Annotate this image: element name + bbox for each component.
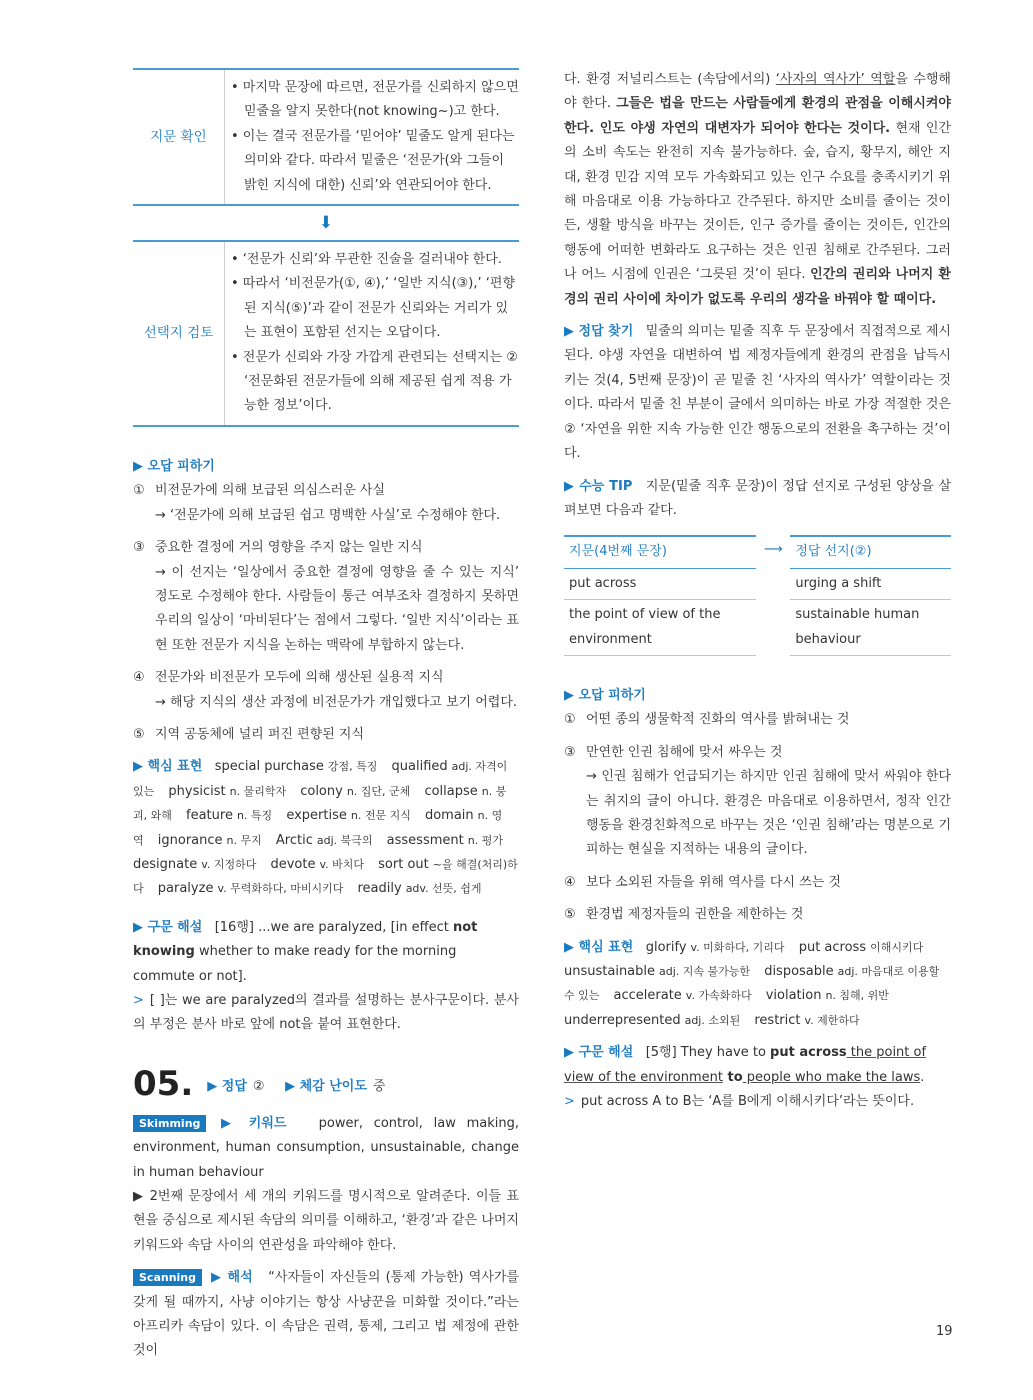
bold-phrase: 그들은 법을 만드는 사람들에게 환경의 관점을 이해시켜야 한다. 인도 야생 자연의 대변자가 되어야 한다는 것이다.	[564, 96, 951, 136]
comparison-cell-left: put across	[564, 569, 756, 600]
right-arrow-icon: ⟶	[764, 542, 783, 558]
vocab-item: expertise n. 전문 지식	[286, 808, 411, 824]
vocab-item: sort out ~을 해결(처리)하다	[133, 856, 518, 896]
syntax-text: [16행] ...we are paralyzed, [in effect	[214, 919, 453, 935]
vocab-item: assessment n. 평가	[386, 832, 503, 848]
comparison-table	[564, 535, 951, 656]
wrong-item	[133, 666, 519, 690]
key-expressions	[133, 755, 519, 901]
item-number: ①	[133, 483, 145, 499]
wrong-item-note: → 해당 지식의 생산 과정에 비전문가가 개입했다고 보기 어렵다.	[155, 694, 518, 710]
translation-continued: 다. 환경 저널리스트는 (속담에서의) ‘사자의 역사가’ 역할을 수행해야 한다. 그들은 법을 만드는 사람들에게 환경의 관점을 이해시켜야 한다. 인도 야생 자연의 대변자가 되어야 한다는 것이다. 현재 인간의 소비 속도는 완전히 지속 불가능하다. 숲, 습지, 황무지, 해안 지대, 환경 민감 지역 모두 가속화되고 있는 인구 수요를 충족시키기 위해 마음대로 이용 가능하다고 간주된다. 하지만 소비를 줄이는 것이든, 생활 방식을 바꾸는 것이든, 인구 증가를 줄이는 것이든, 인간의 행동에 어떠한 변화라도 요구하는 것은 인권 침해로 간주된다. 그러나 어느 시점에 인권은 ‘그릇된 것’이 된다. 인간의 권리와 나머지 환경의 권리 사이에 차이가 없도록 우리의 생각을 바꿔야 할 때이다.	[564, 72, 951, 307]
answer-finding-text: 밑줄의 의미는 밑줄 직후 두 문장에서 직접적으로 제시된다. 야생 자연을 대변하여 법 제정자들에게 환경의 관점을 납득시키는 것(4, 5번째 문장)이 곧 밑줄 친 ‘사자의 역사가’ 역할이라는 것이다. 따라서 밑줄 친 부분이 글에서 의미하는 바로 가장 적절한 것은 ② ‘자연을 위한 지속 가능한 인간 행동으로의 전환을 촉구하는 것’이다.	[564, 324, 951, 462]
comparison-cell-right: urging a shift	[790, 569, 951, 600]
answer-value: ②	[252, 1079, 265, 1095]
syntax-note-text: [ ]는 we are paralyzed의 결과를 설명하는 분사구문이다. 분사의 부정은 분사 바로 앞에 not을 붙여 표현한다.	[133, 993, 519, 1033]
syntax-text: whether to make ready for the morning commute or not].	[133, 944, 457, 984]
skimming-tag: Skimming	[133, 1115, 206, 1132]
wrong-answers-list	[564, 708, 951, 927]
item-number: ⑤	[133, 726, 145, 742]
vocab-item: readily adv. 선뜻, 쉽게	[357, 881, 482, 897]
item-text: 비전문가에 의해 보급된 의심스러운 사실	[155, 483, 386, 499]
syntax-heading: ▶ 구문 해설	[564, 1045, 634, 1061]
item-number: ①	[564, 712, 576, 728]
wrong-item	[564, 903, 951, 927]
wrong-item	[564, 708, 951, 732]
vocab-item: special purchase 강점, 특징	[214, 759, 378, 775]
difficulty-label: ▶ 체감 난이도	[285, 1079, 367, 1095]
item-text: 어떤 종의 생물학적 진화의 역사를 밝혀내는 것	[586, 712, 850, 728]
comparison-row	[564, 600, 951, 656]
scanning-tag: Scanning	[133, 1269, 202, 1286]
syntax-explanation: ▶ 구문 해설 [5행] They have to put across the point of view of the environment to people who make the laws.	[564, 1045, 927, 1085]
option-review-bullet: • 따라서 ‘비전문가(①, ④),’ ‘일반 지식(③),’ ‘편향된 지식(⑤)’과 같이 전문가 신뢰와는 거리가 있는 표현이 포함된 선지는 오답이다.	[231, 276, 516, 341]
keyword-label: ▶ 키워드	[214, 1115, 287, 1131]
difficulty-value: 중	[372, 1079, 386, 1095]
item-number: ③	[564, 744, 576, 760]
question-number: 05.	[133, 1063, 194, 1104]
wrong-item-note: → 인권 침해가 언급되기는 하지만 인권 침해에 맞서 싸워야 한다는 취지의 글이 아니다. 환경은 마음대로 이용하면서, 정작 인간 행동을 환경친화적으로 바꾸는 것은 ‘인권 침해’라는 명분으로 기피하는 현실을 지적하는 내용의 글이다.	[586, 769, 951, 858]
syntax-heading: ▶ 구문 해설	[133, 919, 203, 935]
comparison-cell-left: the point of view of the environment	[564, 600, 756, 656]
caret-icon: >	[564, 1094, 575, 1110]
syntax-bold: not knowing	[133, 919, 478, 960]
vocab-item: devote v. 바치다	[270, 856, 365, 872]
vocab-item: underrepresented adj. 소외된	[564, 1012, 741, 1028]
wrong-item-note: → ‘전문가에 의해 보급된 쉽고 명백한 사실’로 수정해야 한다.	[155, 507, 501, 523]
exam-tip	[564, 475, 951, 524]
syntax-note	[133, 989, 519, 1038]
item-text: 중요한 결정에 거의 영향을 주지 않는 일반 지식	[155, 540, 423, 556]
keywords-text: power, control, law making, environment, human consumption, unsustainable, change in human behaviour	[133, 1115, 519, 1180]
wrong-item	[133, 536, 519, 560]
right-column	[564, 68, 951, 1114]
translation-section	[133, 1266, 519, 1364]
vocab-item: glorify v. 미화하다, 기리다	[645, 939, 785, 955]
vocab-item: Arctic adj. 북극의	[275, 832, 373, 848]
comparison-header-right: 정답 선지(②)	[790, 535, 951, 568]
exam-tip-text: 지문(밑줄 직후 문장)이 정답 선지로 구성된 양상을 살펴보면 다음과 같다.	[564, 478, 951, 518]
vocab-item: feature n. 특징	[186, 808, 273, 824]
wrong-answers-list	[133, 479, 519, 747]
vocab-item: disposable adj. 마음대로 이용할 수 있는	[564, 964, 940, 1003]
passage-check-box	[133, 68, 519, 206]
item-text: 전문가와 비전문가 모두에 의해 생산된 실용적 지식	[155, 670, 444, 686]
vocab-item: accelerate v. 가속화하다	[613, 988, 752, 1004]
wrong-answers-heading: ▶ 오답 피하기	[564, 687, 646, 703]
item-text: 보다 소외된 자들을 위해 역사를 다시 쓰는 것	[586, 874, 841, 890]
page-number: 19	[936, 1324, 953, 1339]
syntax-note-text: put across A to B는 ‘A를 B에게 이해시키다’라는 뜻이다.	[580, 1094, 915, 1110]
item-number: ⑤	[564, 907, 576, 923]
vocab-item: designate v. 지정하다	[133, 856, 257, 872]
key-expressions-heading: ▶ 핵심 표현	[133, 759, 203, 775]
keyword-section	[133, 1112, 519, 1185]
underlined-phrase: ‘사자의 역사가’ 역할	[775, 72, 896, 87]
bold-phrase: 인간의 권리와 나머지 환경의 권리 사이에 차이가 없도록 우리의 생각을 바꿔야 할 때이다.	[564, 267, 951, 307]
translation-label: ▶ 해석	[210, 1270, 253, 1286]
comparison-header-row	[564, 535, 951, 568]
down-arrow-icon: ⬇	[318, 212, 334, 233]
item-text: 만연한 인권 침해에 맞서 싸우는 것	[586, 744, 783, 760]
option-review-box	[133, 240, 519, 427]
option-review-label: 선택지 검토	[133, 242, 225, 425]
caret-icon: >	[133, 993, 144, 1008]
answer-finding	[564, 320, 951, 466]
item-number: ④	[133, 670, 145, 686]
vocab-item: collapse n. 붕괴, 와해	[133, 783, 507, 823]
wrong-item	[564, 871, 951, 895]
vocab-item: qualified adj. 자격이 있는	[133, 759, 508, 798]
wrong-item	[133, 723, 519, 747]
syntax-explanation	[133, 916, 519, 989]
question-header	[133, 1064, 519, 1104]
comparison-header-left: 지문(4번째 문장)	[564, 535, 756, 568]
vocab-item: colony n. 집단, 군체	[300, 783, 411, 799]
answer-finding-heading: ▶ 정답 찾기	[564, 324, 634, 340]
keyword-note: ▶ 2번째 문장에서 세 개의 키워드를 명시적으로 알려준다. 이들 표현을 중심으로 제시된 속담의 의미를 이해하고, ‘환경’과 같은 나머지 키워드와 속담 사이의 연관성을 파악해야 한다.	[133, 1189, 519, 1253]
vocab-item: put across 이해시키다	[798, 939, 924, 955]
item-text: 환경법 제정자들의 권한을 제한하는 것	[586, 907, 804, 923]
item-number: ③	[133, 540, 145, 556]
vocab-item: unsustainable adj. 지속 불가능한	[564, 964, 751, 979]
wrong-answers-heading: ▶ 오답 피하기	[133, 458, 215, 474]
item-number: ④	[564, 874, 576, 890]
option-review-bullet: • ‘전문가 신뢰’와 무관한 진술을 걸러내야 한다.	[231, 252, 502, 268]
vocab-item: violation n. 침해, 위반	[765, 988, 889, 1004]
translation-text: “사자들이 자신들의 (통제 가능한) 역사가를 갖게 될 때까지, 사냥 이야기는 항상 사냥꾼을 미화할 것이다.”라는 아프리카 속담이 있다. 이 속담은 권력, 통제, 그리고 법 제정에 관한 것이	[133, 1270, 520, 1359]
key-expressions	[564, 936, 951, 1034]
wrong-item-note: → 이 선지는 ‘일상에서 중요한 결정에 영향을 줄 수 있는 지식’ 정도로 수정해야 한다. 사람들이 통근 여부조차 결정하지 못하면 우리의 일상이 ‘마비된다’는 점에서 그렇다. ‘일반 지식’이라는 표현 또한 전문가 지식을 논하는 맥락에 부합하지 않는다.	[155, 564, 519, 653]
vocab-item: physicist n. 물리학자	[168, 783, 287, 799]
passage-check-bullet: • 이는 결국 전문가를 ‘믿어야’ 밑줄도 알게 된다는 의미와 같다. 따라서 밑줄은 ‘전문가(와 그들이 밝힌 지식에 대한) 신뢰’와 연관되어야 한다.	[231, 128, 515, 193]
wrong-item	[133, 479, 519, 503]
vocab-item: domain n. 영역	[133, 808, 503, 847]
answer-meta	[207, 1075, 401, 1099]
left-column	[133, 68, 519, 1364]
comparison-row	[564, 569, 951, 600]
passage-check-bullet: • 마지막 문장에 따르면, 전문가를 신뢰하지 않으면 믿줄을 알지 못한다(not knowing~)고 한다.	[231, 80, 519, 120]
comparison-cell-right: sustainable human behaviour	[790, 600, 951, 656]
exam-tip-heading: ▶ 수능 TIP	[564, 478, 633, 494]
option-review-bullet: • 전문가 신뢰와 가장 가깝게 관련되는 선택지는 ② ‘전문화된 전문가들에 의해 제공된 쉽게 적용 가능한 정보’이다.	[231, 349, 518, 414]
wrong-item	[564, 741, 951, 765]
passage-check-label: 지문 확인	[133, 70, 225, 204]
item-text: 지역 공동체에 널리 퍼진 편향된 지식	[155, 726, 365, 742]
vocab-item: ignorance n. 무지	[157, 832, 262, 848]
vocab-item: restrict v. 제한하다	[754, 1012, 860, 1028]
syntax-note	[564, 1090, 951, 1114]
answer-label: ▶ 정답	[207, 1079, 247, 1095]
vocab-item: paralyze v. 무력화하다, 마비시키다	[157, 881, 344, 897]
key-expressions-heading: ▶ 핵심 표현	[564, 939, 634, 955]
